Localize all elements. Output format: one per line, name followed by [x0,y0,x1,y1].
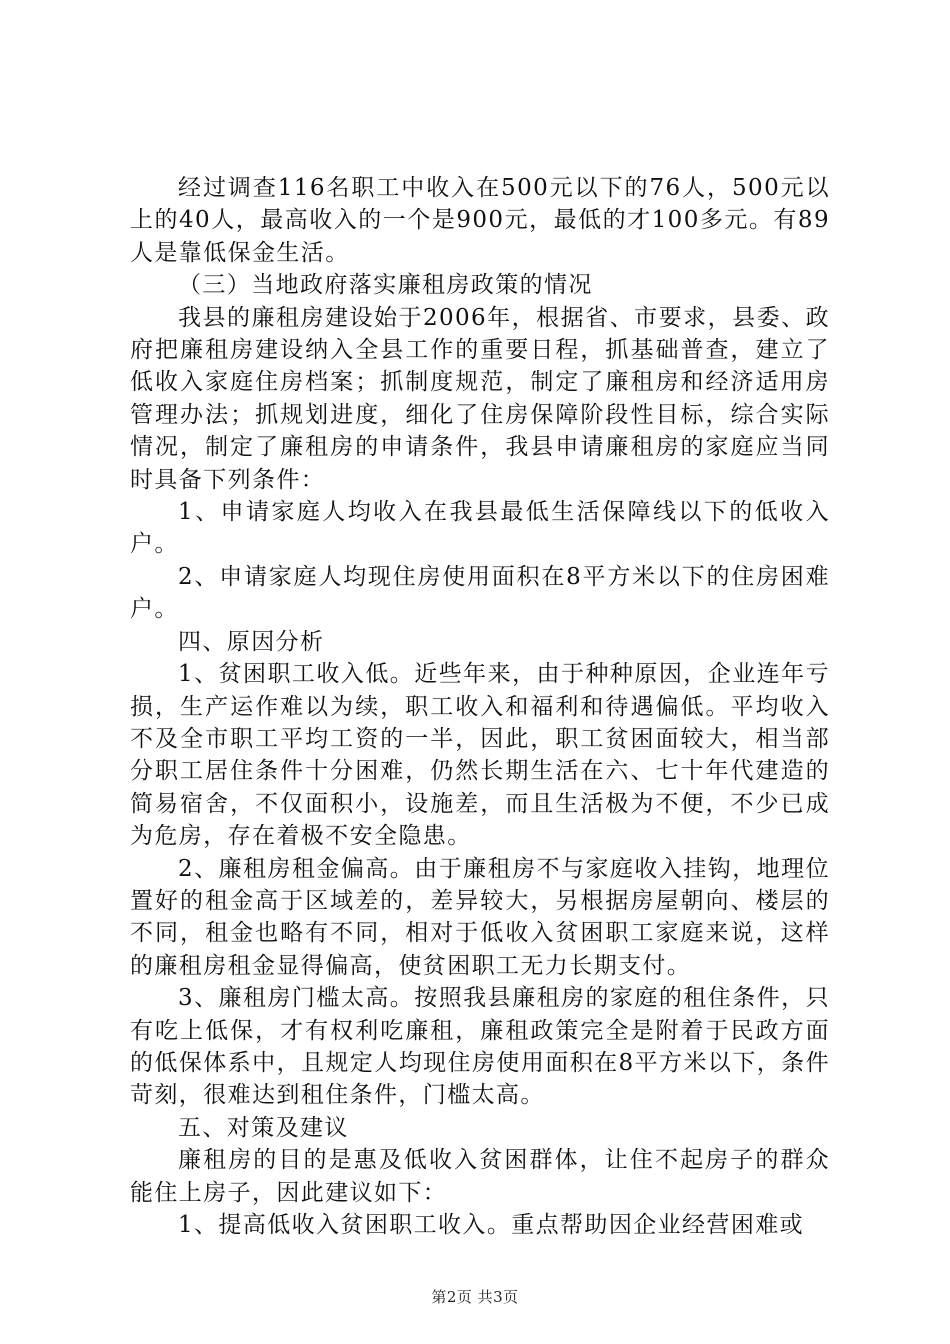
list-item-condition-2: 2、申请家庭人均现住房使用面积在8平方米以下的住房困难户。 [130,563,830,623]
section-heading-cause-analysis: 四、原因分析 [178,628,325,655]
document-body [130,172,830,1241]
page-number-footer: 第2页 共3页 [431,1288,519,1306]
list-item-condition-1: 1、申请家庭人均收入在我县最低生活保障线以下的低收入户。 [130,499,830,558]
section-heading-government-policy: （三）当地政府落实廉租房政策的情况 [178,272,593,299]
paragraph-county-construction: 我县的廉租房建设始于2006年，根据省、市要求，县委、政府把廉租房建设纳入全县工作的重要日程，抓基础普查，建立了低收入家庭住房档案；抓制度规范，制定了廉租房和经济适用房管理办法；抓规划进度，细化了住房保障阶段性目标，综合实际情况，制定了廉租房的申请条件，我县申请廉租房的家庭应当同时具备下列条件： [130,304,830,493]
section-heading-suggestions: 五、对策及建议 [178,1114,349,1141]
paragraph-cause-2: 2、廉租房租金偏高。由于廉租房不与家庭收入挂钩，地理位置好的租金高于区域差的，差异较大，另根据房屋朝向、楼层的不同，租金也略有不同，相对于低收入贫困职工家庭来说，这样的廉租房租金显得偏高，使贫困职工无力长期支付。 [130,855,830,979]
paragraph-cause-1: 1、贫困职工收入低。近些年来，由于种种原因，企业连年亏损，生产运作难以为续，职工收入和福利和待遇偏低。平均收入不及全市职工平均工资的一半，因此，职工贫困面较大，相当部分职工居住条件十分困难，仍然长期生活在六、七十年代建造的简易宿舍，不仅面积小，设施差，而且生活极为不便，不少已成为危房，存在着极不安全隐患。 [130,661,830,850]
paragraph-suggestion-intro: 廉租房的目的是惠及低收入贫困群体，让住不起房子的群众能住上房子，因此建议如下： [130,1147,830,1206]
paragraph-survey-results: 经过调查116名职工中收入在500元以下的76人，500元以上的40人，最高收入的一个是900元，最低的才100多元。有89人是靠低保金生活。 [130,175,830,266]
paragraph-suggestion-1: 1、提高低收入贫困职工收入。重点帮助因企业经营困难或 [178,1212,805,1238]
paragraph-cause-3: 3、廉租房门槛太高。按照我县廉租房的家庭的租住条件，只有吃上低保，才有权利吃廉租，廉租政策完全是附着于民政方面的低保体系中，且规定人均现住房使用面积在8平方米以下，条件苛刻，很难达到租住条件，门槛太高。 [130,985,830,1109]
